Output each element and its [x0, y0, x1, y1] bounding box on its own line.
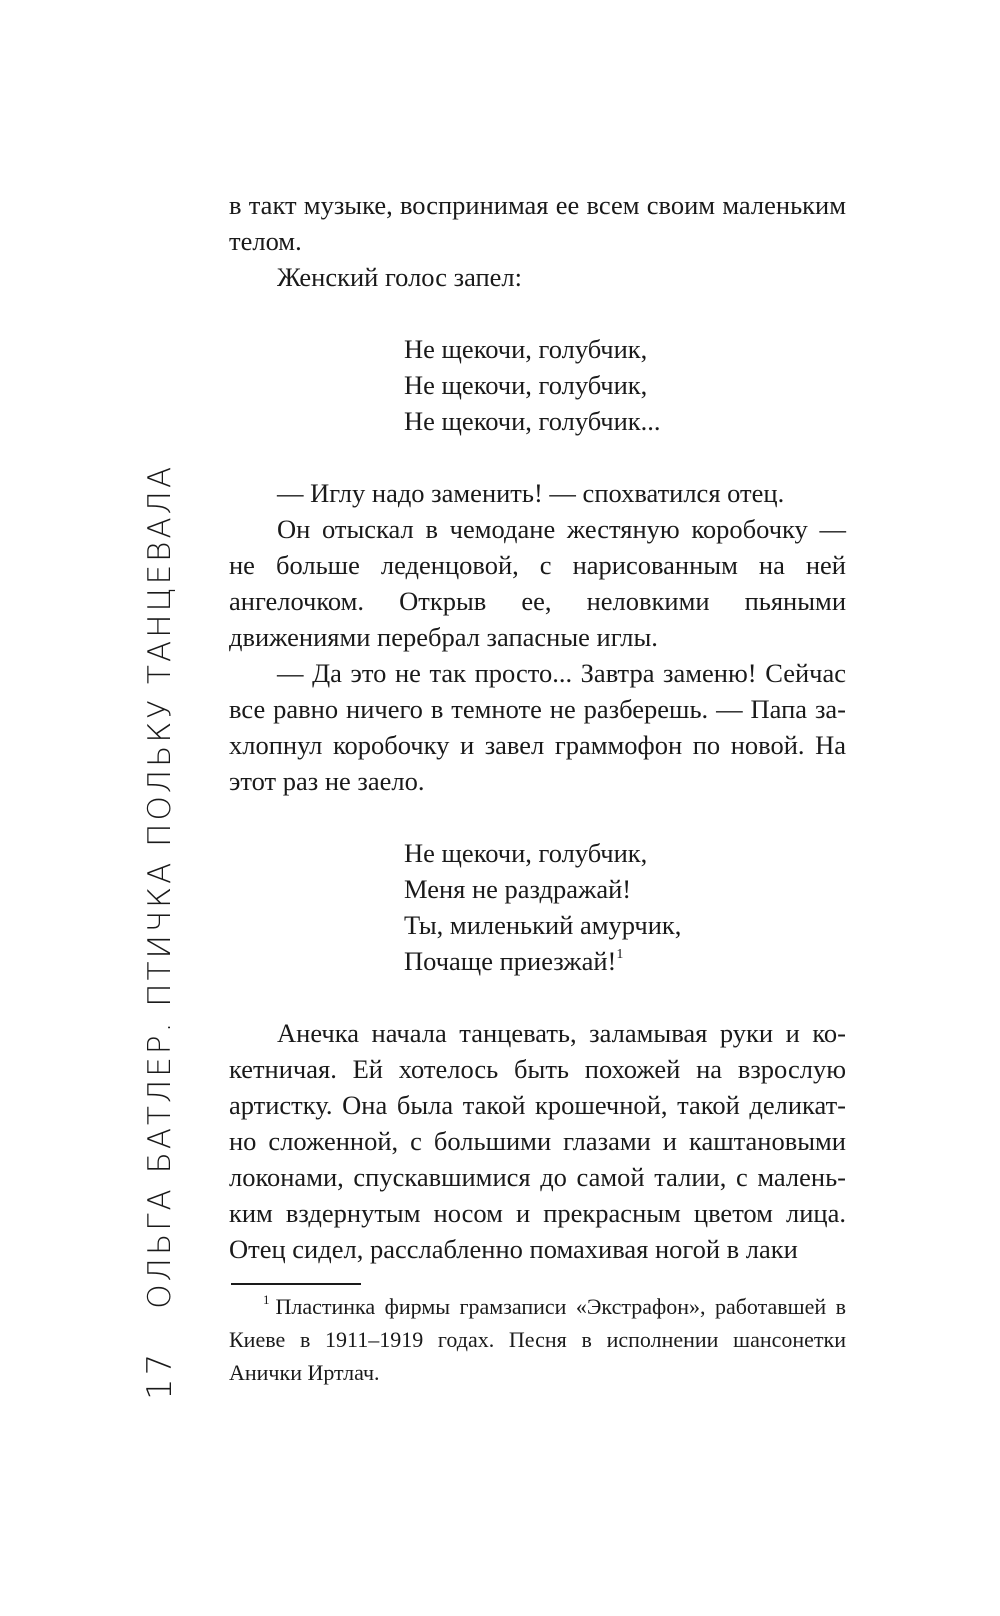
verse-stanza	[229, 835, 846, 979]
verse-line: Не щекочи, голубчик,	[404, 370, 648, 400]
footnote-marker: 1	[263, 1292, 270, 1307]
footnote	[229, 1290, 846, 1389]
verse-line: Не щекочи, голубчик,	[404, 334, 648, 364]
verse-line: Не щекочи, голубчик...	[404, 406, 661, 436]
verse-line: Меня не раздражай!	[404, 874, 632, 904]
paragraph: — Да это не так просто... Завтра заменю! Сейчас все равно ничего в темноте не разберешь. — Папа захлопнул коробочку и завел граммофон по новой. На этот раз не заело.	[229, 658, 846, 796]
page-number: 17	[140, 1350, 180, 1400]
footnote-reference[interactable]: 1	[616, 947, 624, 962]
verse-line-text: Почаще приезжай!	[404, 946, 617, 976]
verse-line: Не щекочи, голубчик,	[404, 838, 648, 868]
paragraph: Анечка начала танцевать, заламывая руки и кокетничая. Ей хотелось быть похожей на взрослую артистку. Она была такой крошечной, такой деликатно сложенной, с большими глазами и каштановыми локонами, спускавшимися до самой талии, с маленьким вздернутым носом и прекрасным цветом лица. Отец сидел, расслабленно помахивая ногой в лаки	[229, 1018, 846, 1264]
paragraph: Он отыскал в чемодане жестяную коробочку — не больше леденцовой, с нарисованным на ней ангелочком. Открыв ее, неловкими пьяными движениями перебрал запасные иглы.	[229, 514, 846, 652]
book-author-title: ОЛЬГА БАТЛЕР. ПТИЧКА ПОЛЬКУ ТАНЦЕВАЛА	[142, 463, 178, 1309]
footnote-text: Пластинка фирмы грамзаписи «Экстрафон», работавшей в Киеве в 1911–1919 годах. Песня в исполнении шансонетки Анички Иртлач.	[229, 1294, 846, 1385]
verse-line: Ты, миленький амурчик,	[404, 910, 682, 940]
running-head	[140, 464, 180, 1400]
verse-line	[404, 943, 846, 979]
paragraph: Женский голос запел:	[277, 262, 523, 292]
verse-stanza	[229, 331, 846, 439]
main-text	[229, 187, 846, 1267]
footnote-divider	[231, 1283, 361, 1285]
paragraph: — Иглу надо заменить! — спохватился отец.	[277, 478, 785, 508]
paragraph: в такт музыке, воспринимая ее всем своим маленьким телом.	[229, 190, 846, 256]
